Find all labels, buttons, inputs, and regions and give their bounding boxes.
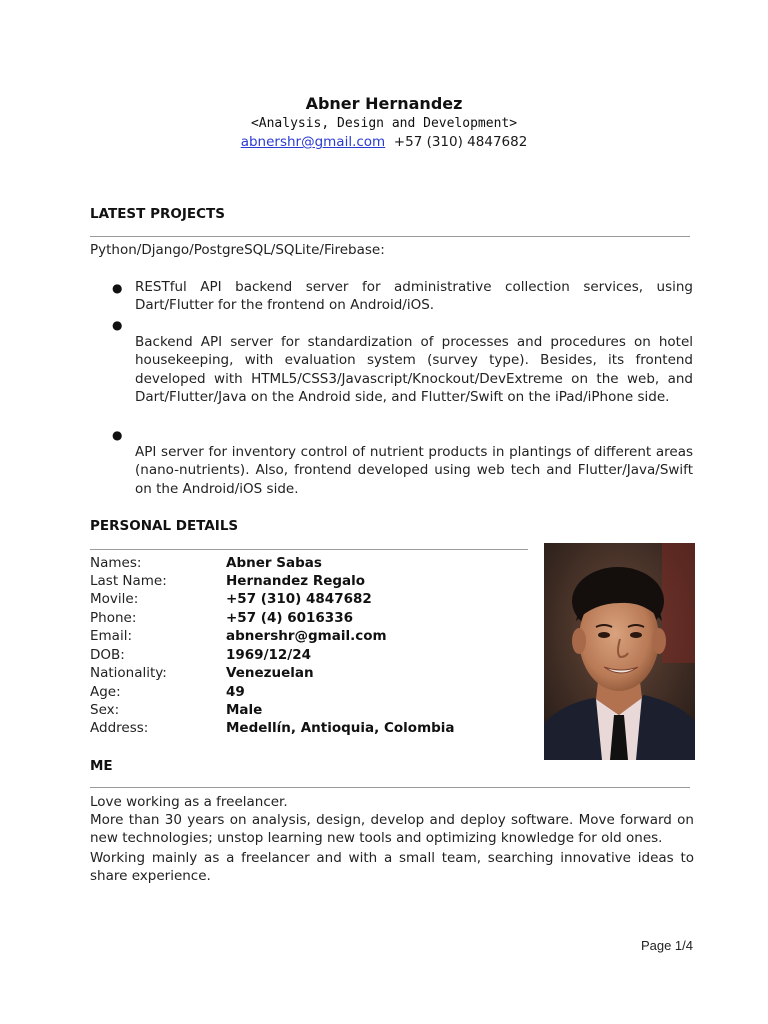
- detail-value-phone: +57 (4) 6016336: [226, 610, 353, 626]
- detail-label-sex: Sex:: [90, 702, 120, 718]
- detail-value-last-name: Hernandez Regalo: [226, 573, 366, 589]
- detail-label-address: Address:: [90, 720, 149, 736]
- project-item: RESTful API backend server for administrative collection services, using Dart/Flutter for the frontend on Android/iOS.: [135, 279, 693, 314]
- profile-photo: [544, 543, 695, 760]
- bullet-icon: ●: [112, 281, 123, 295]
- resume-name: Abner Hernandez: [305, 94, 463, 113]
- me-line: More than 30 years on analysis, design, develop and deploy software. Move forward on new technologies; unstop learning new tools and optimizing knowledge for old ones.: [90, 812, 694, 847]
- detail-label-nationality: Nationality:: [90, 665, 167, 681]
- detail-value-sex: Male: [226, 702, 263, 718]
- detail-value-names: Abner Sabas: [226, 555, 322, 571]
- section-divider: [90, 549, 528, 550]
- section-heading-latest-projects: LATEST PROJECTS: [90, 206, 225, 222]
- detail-label-email: Email:: [90, 628, 133, 644]
- detail-label-mobile: Movile:: [90, 591, 139, 607]
- contact-phone: +57 (310) 4847682: [393, 134, 528, 150]
- bullet-icon: ●: [112, 318, 123, 332]
- detail-label-age: Age:: [90, 684, 121, 700]
- detail-label-dob: DOB:: [90, 647, 125, 663]
- project-item: Backend API server for standardization of processes and procedures on hotel housekeeping, with evaluation system (survey type). Besides, its frontend developed with HTML5/CSS3/Javascript/Knockout/DevExtreme on the web, and Dart/Flutter/Java on the Android side, and Flutter/Swift on the iPad/iPhone side.: [135, 334, 693, 405]
- detail-value-address: Medellín, Antioquia, Colombia: [226, 720, 455, 736]
- detail-value-email: abnershr@gmail.com: [226, 628, 387, 644]
- detail-value-mobile: +57 (310) 4847682: [226, 591, 372, 607]
- me-line: Love working as a freelancer.: [90, 794, 288, 810]
- section-heading-me: ME: [90, 758, 113, 774]
- detail-label-names: Names:: [90, 555, 142, 571]
- section-heading-personal-details: PERSONAL DETAILS: [90, 518, 239, 534]
- page-number: Page 1/4: [640, 938, 693, 953]
- detail-value-age: 49: [226, 684, 245, 700]
- projects-stack: Python/Django/PostgreSQL/SQLite/Firebase:: [90, 242, 385, 258]
- bullet-icon: ●: [112, 428, 123, 442]
- detail-value-nationality: Venezuelan: [226, 665, 314, 681]
- section-divider: [90, 787, 690, 788]
- detail-label-last-name: Last Name:: [90, 573, 167, 589]
- email-link[interactable]: abnershr@gmail.com: [240, 134, 386, 150]
- project-item: API server for inventory control of nutrient products in plantings of different areas (nano-nutrients). Also, frontend developed using web tech and Flutter/Java/Swift on the Android/iOS side.: [135, 444, 693, 497]
- me-line: Working mainly as a freelancer and with a small team, searching innovative ideas to share experience.: [90, 850, 694, 885]
- section-divider: [90, 236, 690, 237]
- contact-line: [0, 134, 768, 150]
- detail-value-dob: 1969/12/24: [226, 647, 312, 663]
- resume-tagline: <Analysis, Design and Development>: [250, 116, 518, 131]
- detail-label-phone: Phone:: [90, 610, 137, 626]
